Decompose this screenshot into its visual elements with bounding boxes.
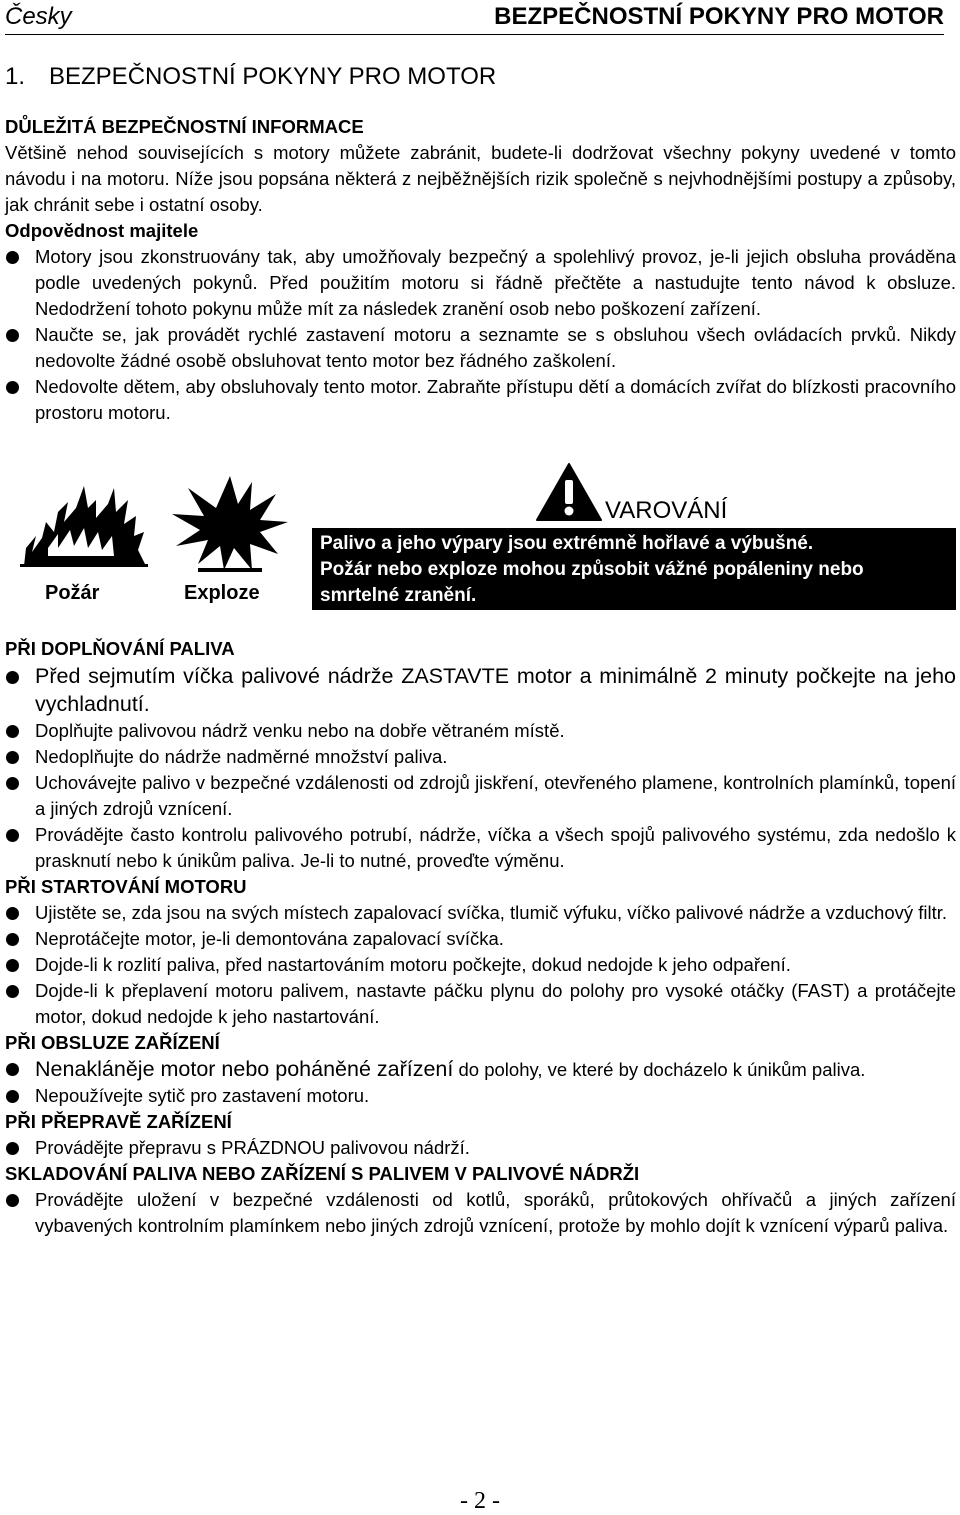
explosion-icon — [168, 474, 292, 572]
section-number: 1. — [5, 63, 26, 90]
refueling-item: Provádějte často kontrolu palivového potrubí, nádrže, víčka a všech spojů palivového systému, zda nedošlo k prasknutí nebo k únikům paliva. Je-li to nutné, proveďte výměnu. — [5, 822, 956, 874]
storage-item: Provádějte uložení v bezpečné vzdálenosti od kotlů, sporáků, průtokových ohřívačů a jiných zařízení vybavených kontrolním plamínkem nebo jiných zdrojů vznícení, protože by mohlo dojít k vznícení výparů paliva. — [5, 1187, 956, 1239]
owner-item: Motory jsou zkonstruovány tak, aby umožňovaly bezpečný a spolehlivý provoz, je-li jejich obsluha prováděna podle uvedených pokynů. Před použitím motoru si řádně přečtěte a nastudujte tento návod k obsluze. Nedodržení tohoto pokynu může mít za následek zranění osob nebo poškození zařízení. — [5, 244, 956, 322]
header-divider — [5, 34, 944, 35]
header-title: BEZPEČNOSTNÍ POKYNY PRO MOTOR — [494, 3, 944, 30]
lower-block — [5, 636, 956, 1239]
starting-item: Dojde-li k rozlití paliva, před nastartováním motoru počkejte, dokud nedojde k jeho odpaření. — [5, 952, 956, 978]
owner-heading: Odpovědnost majitele — [5, 220, 199, 241]
owner-item: Nedovolte dětem, aby obsluhovaly tento motor. Zabraňte přístupu dětí a domácích zvířat do blízkosti pracovního prostoru motoru. — [5, 374, 956, 426]
refueling-item: Před sejmutím víčka palivové nádrže ZASTAVTE motor a minimálně 2 minuty počkejte na jeho vychladnutí. — [5, 662, 956, 718]
section-title — [5, 63, 496, 91]
fire-label: Požár — [45, 582, 100, 604]
refueling-item: Uchovávejte palivo v bezpečné vzdálenosti od zdrojů jiskření, otevřeného plamene, kontrolních plamínků, topení a jiných zdrojů vznícení. — [5, 770, 956, 822]
warning-box — [312, 528, 956, 610]
starting-heading: PŘI STARTOVÁNÍ MOTORU — [5, 876, 247, 897]
starting-item: Neprotáčejte motor, je-li demontována zapalovací svíčka. — [5, 926, 956, 952]
starting-item: Ujistěte se, zda jsou na svých místech zapalovací svíčka, tlumič výfuku, víčko palivové nádrže a vzduchový filtr. — [5, 900, 956, 926]
refueling-item: Doplňujte palivovou nádrž venku nebo na dobře větraném místě. — [5, 718, 956, 744]
warning-line: Požár nebo exploze mohou způsobit vážné popáleniny nebo — [320, 559, 864, 580]
fire-icon — [18, 478, 150, 568]
important-block — [5, 114, 956, 426]
owner-item: Naučte se, jak provádět rychlé zastavení motoru a seznamte se s obsluhou všech ovládacích prvků. Nikdy nedovolte žádné osobě obsluhovat tento motor bez řádného zaškolení. — [5, 322, 956, 374]
operation-heading: PŘI OBSLUZE ZAŘÍZENÍ — [5, 1032, 220, 1053]
important-heading: DŮLEŽITÁ BEZPEČNOSTNÍ INFORMACE — [5, 116, 364, 137]
warning-line: smrtelné zranění. — [320, 585, 477, 606]
important-paragraph: Většině nehod souvisejících s motory můžete zabránit, budete-li dodržovat všechny pokyny uvedené v tomto návodu i na motoru. Níže jsou popsána některá z nejběžnějších rizik společně s nejvhodnějšími postupy a způsoby, jak chránit sebe i ostatní osoby. — [5, 142, 956, 215]
warning-triangle-icon — [536, 462, 602, 522]
operation-item-large-text: Nenakláněje motor nebo poháněné zařízení — [35, 1057, 454, 1081]
refueling-heading: PŘI DOPLŇOVÁNÍ PALIVA — [5, 638, 235, 659]
operation-item-rest-text: do polohy, ve které by docházelo k únikům paliva. — [453, 1059, 866, 1080]
page-number: - 2 - — [460, 1488, 500, 1514]
transport-item: Provádějte přepravu s PRÁZDNOU palivovou nádrží. — [5, 1135, 956, 1161]
operation-item: Nepoužívejte sytič pro zastavení motoru. — [5, 1083, 956, 1109]
warning-title: VAROVÁNÍ — [605, 497, 728, 524]
storage-heading: SKLADOVÁNÍ PALIVA NEBO ZAŘÍZENÍ S PALIVEM V PALIVOVÉ NÁDRŽI — [5, 1163, 640, 1184]
transport-heading: PŘI PŘEPRAVĚ ZAŘÍZENÍ — [5, 1111, 232, 1132]
refueling-item: Nedoplňujte do nádrže nadměrné množství paliva. — [5, 744, 956, 770]
operation-item — [5, 1056, 956, 1083]
section-title-text: BEZPEČNOSTNÍ POKYNY PRO MOTOR — [49, 63, 497, 90]
warning-line: Palivo a jeho výpary jsou extrémně hořlavé a výbušné. — [320, 533, 814, 554]
explosion-label: Exploze — [184, 582, 260, 604]
header-language: Česky — [5, 3, 72, 30]
starting-item: Dojde-li k přeplavení motoru palivem, nastavte páčku plynu do polohy pro vysoké otáčky (FAST) a protáčejte motor, dokud nedojde k jeho nastartování. — [5, 978, 956, 1030]
